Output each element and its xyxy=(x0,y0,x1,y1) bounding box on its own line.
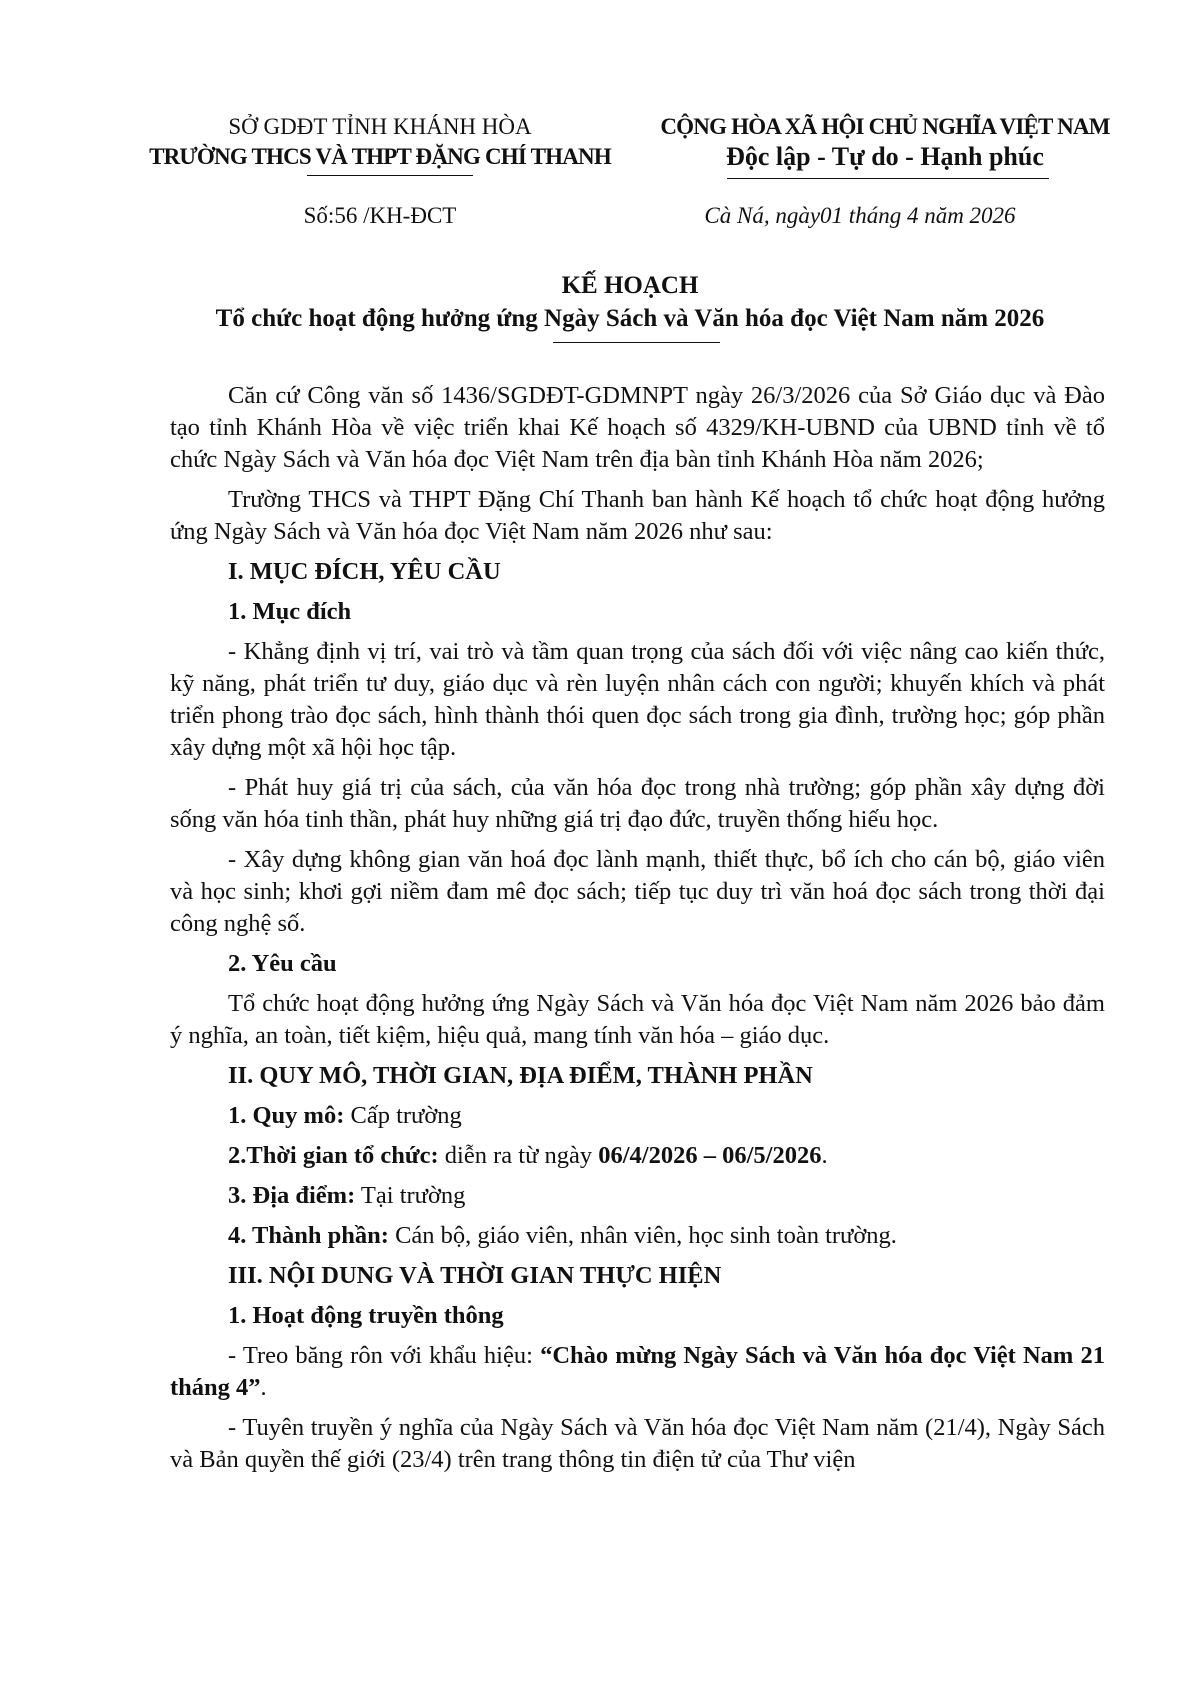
propaganda-paragraph: - Tuyên truyền ý nghĩa của Ngày Sách và Văn hóa đọc Việt Nam năm (21/4), Ngày Sách và Bản quyền thế giới (23/4) trên trang thông tin điện tử của Thư viện xyxy=(170,1414,1105,1473)
subsection-heading-requirement: 2. Yêu cầu xyxy=(228,950,337,977)
section-heading-2: II. QUY MÔ, THỜI GIAN, ĐỊA ĐIỂM, THÀNH PHẦN xyxy=(228,1062,813,1089)
venue-line xyxy=(170,1180,1105,1212)
purpose-item: - Khẳng định vị trí, vai trò và tầm quan trọng của sách đối với việc nâng cao kiến thức, kỹ năng, phát triển tư duy, giáo dục và rèn luyện nhân cách con người; khuyến khích và phát triển phong trào đọc sách, hình thành thói quen đọc sách trong gia đình, trường học; góp phần xây dựng một xã hội học tập. xyxy=(170,638,1105,761)
participants-value: Cán bộ, giáo viên, nhân viên, học sinh toàn trường. xyxy=(388,1222,897,1249)
purpose-item: - Phát huy giá trị của sách, của văn hóa đọc trong nhà trường; góp phần xây dựng đời sống văn hóa tinh thần, phát huy những giá trị đạo đức, truyền thống hiếu học. xyxy=(170,774,1105,833)
nation-name: CỘNG HÒA XÃ HỘI CHỦ NGHĨA VIỆT NAM xyxy=(660,114,1110,139)
purpose-item: - Xây dựng không gian văn hoá đọc lành mạnh, thiết thực, bổ ích cho cán bộ, giáo viên và học sinh; khơi gợi niềm đam mê đọc sách; tiếp tục duy trì văn hoá đọc sách trong thời đại công nghệ số. xyxy=(170,846,1105,937)
national-motto: Độc lập - Tự do - Hạnh phúc xyxy=(726,142,1044,171)
banner-slogan: “Chào mừng Ngày Sách và Văn hóa đọc Việt Nam 21 tháng 4” xyxy=(170,1342,1105,1401)
section-heading-1: I. MỤC ĐÍCH, YÊU CẦU xyxy=(228,558,501,585)
scale-label: 1. Quy mô: xyxy=(228,1102,345,1129)
document-subtitle: Tổ chức hoạt động hưởng ứng Ngày Sách và Văn hóa đọc Việt Nam năm 2026 xyxy=(215,305,1045,332)
time-label: 2.Thời gian tổ chức: xyxy=(228,1142,439,1169)
time-suffix: . xyxy=(821,1142,828,1169)
document-number: Số:56 /KH-ĐCT xyxy=(303,203,457,228)
banner-suffix: . xyxy=(260,1374,267,1401)
banner-prefix: - Treo băng rôn với khẩu hiệu: xyxy=(228,1342,541,1369)
legal-basis-paragraph: Căn cứ Công văn số 1436/SGDĐT-GDMNPT ngày 26/3/2026 của Sở Giáo dục và Đào tạo tỉnh Khánh Hòa về việc triển khai Kế hoạch số 4329/KH-UBND của UBND tỉnh về tổ chức Ngày Sách và Văn hóa đọc Việt Nam trên địa bàn tỉnh Khánh Hòa năm 2026; xyxy=(170,382,1105,473)
scale-value: Cấp trường xyxy=(344,1102,462,1129)
section-heading-3: III. NỘI DUNG VÀ THỜI GIAN THỰC HIỆN xyxy=(228,1262,722,1289)
issuing-agency-block xyxy=(130,112,630,172)
national-header-block xyxy=(635,112,1135,172)
school-name: TRƯỜNG THCS VÀ THPT ĐẶNG CHÍ THANH xyxy=(149,144,611,169)
banner-paragraph xyxy=(170,1340,1105,1404)
time-line xyxy=(170,1140,1105,1172)
subsection-heading-purpose: 1. Mục đích xyxy=(228,598,352,625)
time-prefix: diễn ra từ ngày xyxy=(438,1142,599,1169)
participants-line xyxy=(170,1220,1105,1252)
document-title: KẾ HOẠCH xyxy=(561,272,699,299)
school-name-underline xyxy=(307,175,473,176)
scale-line xyxy=(170,1100,1105,1132)
time-range: 06/4/2026 – 06/5/2026 xyxy=(598,1142,822,1169)
motto-underline xyxy=(727,178,1049,179)
participants-label: 4. Thành phần: xyxy=(228,1222,389,1249)
subsection-heading-communication: 1. Hoạt động truyền thông xyxy=(228,1302,504,1329)
subtitle-underline xyxy=(553,342,720,343)
requirement-paragraph: Tổ chức hoạt động hưởng ứng Ngày Sách và Văn hóa đọc Việt Nam năm 2026 bảo đảm ý nghĩa, an toàn, tiết kiệm, hiệu quả, mang tính văn hóa – giáo dục. xyxy=(170,990,1105,1049)
intro-paragraph: Trường THCS và THPT Đặng Chí Thanh ban hành Kế hoạch tổ chức hoạt động hưởng ứng Ngày Sách và Văn hóa đọc Việt Nam năm 2026 như sau: xyxy=(170,486,1105,545)
venue-label: 3. Địa điểm: xyxy=(228,1182,356,1209)
venue-value: Tại trường xyxy=(355,1182,466,1209)
place-and-date: Cà Ná, ngày01 tháng 4 năm 2026 xyxy=(704,203,1016,228)
document-body xyxy=(170,380,1105,1484)
agency-name: SỞ GDĐT TỈNH KHÁNH HÒA xyxy=(228,114,532,139)
